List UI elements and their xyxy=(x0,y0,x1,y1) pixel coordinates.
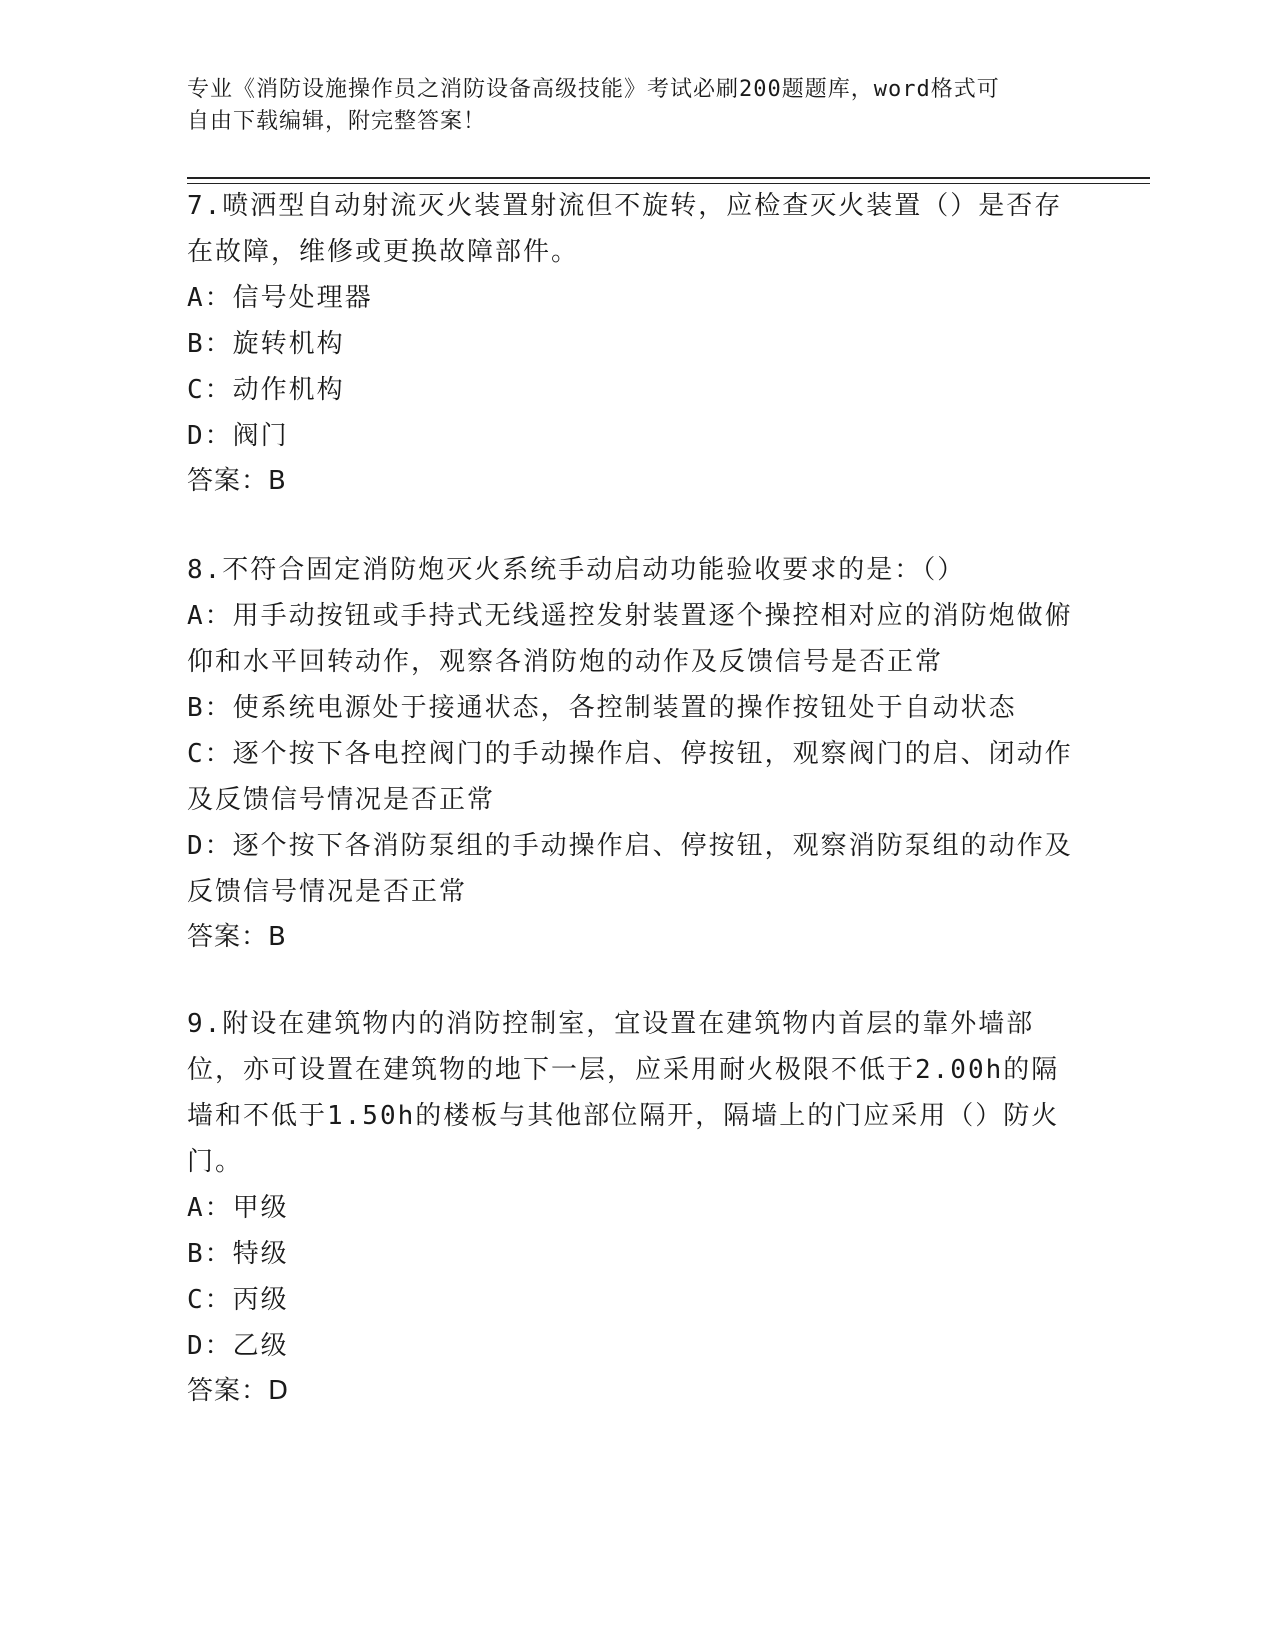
question-9 xyxy=(187,1001,1077,1413)
header-divider-thick xyxy=(187,177,1150,179)
option-b: B：使系统电源处于接通状态，各控制装置的操作按钮处于自动状态 xyxy=(187,693,1017,723)
header-line-1: 专业《消防设施操作员之消防设备高级技能》考试必刷200题题库，word格式可 xyxy=(187,77,1000,102)
option-b: B：旋转机构 xyxy=(187,329,345,359)
option-c: C：逐个按下各电控阀门的手动操作启、停按钮，观察阀门的启、闭动作及反馈信号情况是否正常 xyxy=(187,739,1073,815)
option-c: C：动作机构 xyxy=(187,375,345,405)
header-line-2: 自由下载编辑，附完整答案！ xyxy=(187,109,487,134)
answer-label: 答案：D xyxy=(187,1376,290,1406)
answer-label: 答案：B xyxy=(187,922,287,952)
document-header xyxy=(187,74,1067,138)
question-8 xyxy=(187,547,1077,959)
option-a: A：用手动按钮或手持式无线遥控发射装置逐个操控相对应的消防炮做俯仰和水平回转动作，观察各消防炮的动作及反馈信号是否正常 xyxy=(187,601,1073,677)
question-stem: 9.附设在建筑物内的消防控制室，宜设置在建筑物内首层的靠外墙部位，亦可设置在建筑物的地下一层，应采用耐火极限不低于2.00h的隔墙和不低于1.50h的楼板与其他部位隔开，隔墙上的门应采用（）防火门。 xyxy=(187,1009,1060,1177)
option-a: A：信号处理器 xyxy=(187,283,373,313)
question-stem: 7.喷洒型自动射流灭火装置射流但不旋转，应检查灭火装置（）是否存在故障，维修或更换故障部件。 xyxy=(187,191,1063,267)
question-stem: 8.不符合固定消防炮灭火系统手动启动功能验收要求的是：（） xyxy=(187,555,966,585)
question-7 xyxy=(187,183,1077,503)
answer-label: 答案：B xyxy=(187,466,287,496)
option-c: C：丙级 xyxy=(187,1285,289,1315)
option-d: D：乙级 xyxy=(187,1331,289,1361)
option-d: D：逐个按下各消防泵组的手动操作启、停按钮，观察消防泵组的动作及反馈信号情况是否正常 xyxy=(187,831,1073,907)
option-d: D：阀门 xyxy=(187,421,289,451)
option-b: B：特级 xyxy=(187,1239,289,1269)
option-a: A：甲级 xyxy=(187,1193,289,1223)
